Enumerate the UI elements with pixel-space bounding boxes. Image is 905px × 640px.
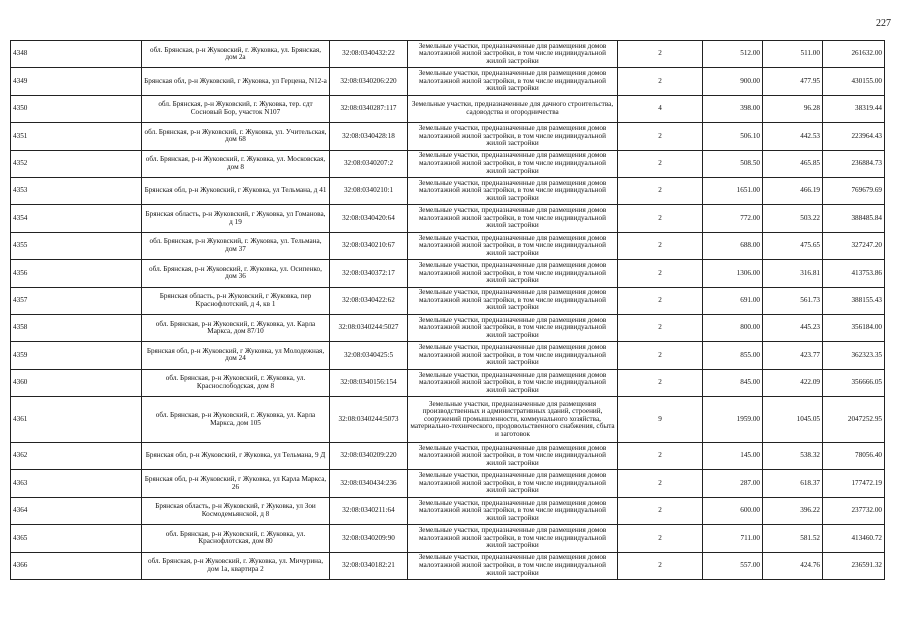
area-cell: 688.00 — [703, 232, 763, 259]
address-cell: Брянская область, р-н Жуковский, г Жуковка, ул Гоманова, д 19 — [142, 205, 330, 232]
table-row — [11, 470, 885, 497]
use-group-cell: 2 — [618, 232, 703, 259]
land-use-cell: Земельные участки, предназначенные для размещения домов малоэтажной жилой застройки, в том числе индивидуальной жилой застройки — [408, 369, 618, 396]
cadastral-number-cell: 32:08:0340372:17 — [330, 260, 408, 287]
table-row — [11, 397, 885, 443]
specific-value-cell: 538.32 — [763, 443, 823, 470]
table-row — [11, 260, 885, 287]
cadastral-value-cell: 356666.05 — [823, 369, 885, 396]
use-group-cell: 2 — [618, 41, 703, 68]
specific-value-cell: 423.77 — [763, 342, 823, 369]
table-row — [11, 369, 885, 396]
land-use-cell: Земельные участки, предназначенные для размещения домов малоэтажной жилой застройки, в том числе индивидуальной жилой застройки — [408, 150, 618, 177]
table-row — [11, 123, 885, 150]
specific-value-cell: 477.95 — [763, 68, 823, 95]
row-number-cell: 4348 — [11, 41, 142, 68]
address-cell: Брянская обл, р-н Жуковский, г Жуковка, ул Герцена, N12-а — [142, 68, 330, 95]
land-use-cell: Земельные участки, предназначенные для размещения домов малоэтажной жилой застройки, в том числе индивидуальной жилой застройки — [408, 68, 618, 95]
cadastral-value-cell: 327247.20 — [823, 232, 885, 259]
area-cell: 772.00 — [703, 205, 763, 232]
specific-value-cell: 511.00 — [763, 41, 823, 68]
area-cell: 800.00 — [703, 314, 763, 341]
use-group-cell: 2 — [618, 342, 703, 369]
cadastral-number-cell: 32:08:0340420:64 — [330, 205, 408, 232]
page-number: 227 — [876, 18, 891, 29]
use-group-cell: 2 — [618, 470, 703, 497]
cadastral-number-cell: 32:08:0340207:2 — [330, 150, 408, 177]
land-use-cell: Земельные участки, предназначенные для размещения домов малоэтажной жилой застройки, в том числе индивидуальной жилой застройки — [408, 41, 618, 68]
cadastral-value-cell: 177472.19 — [823, 470, 885, 497]
land-use-cell: Земельные участки, предназначенные для размещения домов малоэтажной жилой застройки, в том числе индивидуальной жилой застройки — [408, 552, 618, 579]
area-cell: 508.50 — [703, 150, 763, 177]
cadastral-number-cell: 32:08:0340244:5073 — [330, 397, 408, 443]
cadastral-number-cell: 32:08:0340434:236 — [330, 470, 408, 497]
address-cell: Брянская область, р-н Жуковский, г Жуковка, пер Краснофлотский, д 4, кв 1 — [142, 287, 330, 314]
specific-value-cell: 442.53 — [763, 123, 823, 150]
address-cell: Брянская обл, р-н Жуковский, г Жуковка, ул Молодежная, дом 24 — [142, 342, 330, 369]
cadastral-value-cell: 38319.44 — [823, 95, 885, 122]
cadastral-number-cell: 32:08:0340182:21 — [330, 552, 408, 579]
cadastral-value-cell: 237732.00 — [823, 497, 885, 524]
cadastral-value-cell: 236884.73 — [823, 150, 885, 177]
address-cell: обл. Брянская, р-н Жуковский, г. Жуковка, ул. Учительская, дом 68 — [142, 123, 330, 150]
land-use-cell: Земельные участки, предназначенные для размещения домов малоэтажной жилой застройки, в том числе индивидуальной жилой застройки — [408, 205, 618, 232]
address-cell: Брянская область, р-н Жуковский, г Жуковка, ул Зои Космодемьянской, д 8 — [142, 497, 330, 524]
specific-value-cell: 581.52 — [763, 525, 823, 552]
cadastral-value-cell: 236591.32 — [823, 552, 885, 579]
land-use-cell: Земельные участки, предназначенные для размещения домов малоэтажной жилой застройки, в том числе индивидуальной жилой застройки — [408, 314, 618, 341]
use-group-cell: 2 — [618, 443, 703, 470]
land-use-cell: Земельные участки, предназначенные для размещения домов малоэтажной жилой застройки, в том числе индивидуальной жилой застройки — [408, 497, 618, 524]
address-cell: Брянская обл, р-н Жуковский, г Жуковка, ул Тельмана, д 41 — [142, 177, 330, 204]
cadastral-value-cell: 388155.43 — [823, 287, 885, 314]
row-number-cell: 4356 — [11, 260, 142, 287]
cadastral-value-cell: 430155.00 — [823, 68, 885, 95]
specific-value-cell: 424.76 — [763, 552, 823, 579]
row-number-cell: 4362 — [11, 443, 142, 470]
row-number-cell: 4357 — [11, 287, 142, 314]
area-cell: 711.00 — [703, 525, 763, 552]
cadastral-value-cell: 769679.69 — [823, 177, 885, 204]
specific-value-cell: 445.23 — [763, 314, 823, 341]
use-group-cell: 2 — [618, 369, 703, 396]
use-group-cell: 2 — [618, 123, 703, 150]
land-use-cell: Земельные участки, предназначенные для размещения производственных и административных зданий, строений, сооружений промышленности, коммунального хозяйства, материально-технического, продовольственного снабжения, сбыта и заготовок — [408, 397, 618, 443]
row-number-cell: 4354 — [11, 205, 142, 232]
specific-value-cell: 618.37 — [763, 470, 823, 497]
cadastral-number-cell: 32:08:0340209:220 — [330, 443, 408, 470]
land-use-cell: Земельные участки, предназначенные для размещения домов малоэтажной жилой застройки, в том числе индивидуальной жилой застройки — [408, 232, 618, 259]
cadastral-value-cell: 413460.72 — [823, 525, 885, 552]
cadastral-number-cell: 32:08:0340206:220 — [330, 68, 408, 95]
land-use-cell: Земельные участки, предназначенные для размещения домов малоэтажной жилой застройки, в том числе индивидуальной жилой застройки — [408, 260, 618, 287]
row-number-cell: 4352 — [11, 150, 142, 177]
row-number-cell: 4349 — [11, 68, 142, 95]
cadastral-number-cell: 32:08:0340244:5027 — [330, 314, 408, 341]
land-use-cell: Земельные участки, предназначенные для размещения домов малоэтажной жилой застройки, в том числе индивидуальной жилой застройки — [408, 287, 618, 314]
use-group-cell: 2 — [618, 260, 703, 287]
use-group-cell: 2 — [618, 287, 703, 314]
cadastral-number-cell: 32:08:0340422:62 — [330, 287, 408, 314]
row-number-cell: 4361 — [11, 397, 142, 443]
address-cell: Брянская обл, р-н Жуковский, г Жуковка, ул Тельмана, 9 Д — [142, 443, 330, 470]
cadastral-number-cell: 32:08:0340428:18 — [330, 123, 408, 150]
address-cell: обл. Брянская, р-н Жуковский, г. Жуковка, ул. Мичурина, дом 1а, квартира 2 — [142, 552, 330, 579]
table-row — [11, 314, 885, 341]
address-cell: обл. Брянская, р-н Жуковский, г. Жуковка, ул. Осипенко, дом 36 — [142, 260, 330, 287]
table-row — [11, 68, 885, 95]
table-row — [11, 342, 885, 369]
cadastral-number-cell: 32:08:0340287:117 — [330, 95, 408, 122]
address-cell: обл. Брянская, р-н Жуковский, г. Жуковка, ул. Карла Маркса, дом 87/10 — [142, 314, 330, 341]
specific-value-cell: 422.09 — [763, 369, 823, 396]
table-row — [11, 232, 885, 259]
cadastral-number-cell: 32:08:0340432:22 — [330, 41, 408, 68]
table-row — [11, 150, 885, 177]
row-number-cell: 4364 — [11, 497, 142, 524]
address-cell: обл. Брянская, р-н Жуковский, г. Жуковка, ул. Карла Маркса, дом 105 — [142, 397, 330, 443]
area-cell: 512.00 — [703, 41, 763, 68]
use-group-cell: 2 — [618, 177, 703, 204]
cadastral-number-cell: 32:08:0340425:5 — [330, 342, 408, 369]
table-row — [11, 41, 885, 68]
use-group-cell: 2 — [618, 205, 703, 232]
cadastral-value-cell: 2047252.95 — [823, 397, 885, 443]
table-row — [11, 95, 885, 122]
area-cell: 691.00 — [703, 287, 763, 314]
address-cell: обл. Брянская, р-н Жуковский, г. Жуковка, ул. Московская, дом 8 — [142, 150, 330, 177]
use-group-cell: 4 — [618, 95, 703, 122]
address-cell: обл. Брянская, р-н Жуковский, г. Жуковка, ул. Краснослободская, дом 8 — [142, 369, 330, 396]
area-cell: 900.00 — [703, 68, 763, 95]
address-cell: обл. Брянская, р-н Жуковский, г. Жуковка, ул. Тельмана, дом 37 — [142, 232, 330, 259]
specific-value-cell: 475.65 — [763, 232, 823, 259]
use-group-cell: 2 — [618, 68, 703, 95]
address-cell: обл. Брянская, р-н Жуковский, г. Жуковка, ул. Краснофлотская, дом 80 — [142, 525, 330, 552]
cadastral-value-cell: 413753.86 — [823, 260, 885, 287]
table-row — [11, 552, 885, 579]
specific-value-cell: 96.28 — [763, 95, 823, 122]
area-cell: 1651.00 — [703, 177, 763, 204]
address-cell: обл. Брянская, р-н Жуковский, г. Жуковка, ул. Брянская, дом 2а — [142, 41, 330, 68]
row-number-cell: 4358 — [11, 314, 142, 341]
table-row — [11, 443, 885, 470]
table-row — [11, 177, 885, 204]
cadastral-value-cell: 388485.84 — [823, 205, 885, 232]
use-group-cell: 2 — [618, 150, 703, 177]
cadastral-value-cell: 356184.00 — [823, 314, 885, 341]
land-use-cell: Земельные участки, предназначенные для размещения домов малоэтажной жилой застройки, в том числе индивидуальной жилой застройки — [408, 443, 618, 470]
area-cell: 845.00 — [703, 369, 763, 396]
cadastral-number-cell: 32:08:0340156:154 — [330, 369, 408, 396]
table-row — [11, 497, 885, 524]
area-cell: 557.00 — [703, 552, 763, 579]
use-group-cell: 2 — [618, 525, 703, 552]
table-row — [11, 287, 885, 314]
address-cell: Брянская обл, р-н Жуковский, г Жуковка, ул Карла Маркса, 26 — [142, 470, 330, 497]
row-number-cell: 4353 — [11, 177, 142, 204]
row-number-cell: 4366 — [11, 552, 142, 579]
row-number-cell: 4365 — [11, 525, 142, 552]
cadastral-number-cell: 32:08:0340210:1 — [330, 177, 408, 204]
cadastral-value-cell: 261632.00 — [823, 41, 885, 68]
cadastral-value-cell: 223964.43 — [823, 123, 885, 150]
address-cell: обл. Брянская, р-н Жуковский, г. Жуковка, тер. сдт Сосновый Бор, участок N107 — [142, 95, 330, 122]
land-registry-table — [10, 40, 885, 580]
specific-value-cell: 561.73 — [763, 287, 823, 314]
use-group-cell: 2 — [618, 552, 703, 579]
land-use-cell: Земельные участки, предназначенные для размещения домов малоэтажной жилой застройки, в том числе индивидуальной жилой застройки — [408, 342, 618, 369]
table-body — [11, 41, 885, 580]
area-cell: 506.10 — [703, 123, 763, 150]
area-cell: 1306.00 — [703, 260, 763, 287]
use-group-cell: 9 — [618, 397, 703, 443]
row-number-cell: 4359 — [11, 342, 142, 369]
specific-value-cell: 1045.05 — [763, 397, 823, 443]
row-number-cell: 4351 — [11, 123, 142, 150]
row-number-cell: 4360 — [11, 369, 142, 396]
use-group-cell: 2 — [618, 314, 703, 341]
cadastral-value-cell: 78056.40 — [823, 443, 885, 470]
specific-value-cell: 466.19 — [763, 177, 823, 204]
specific-value-cell: 465.85 — [763, 150, 823, 177]
area-cell: 600.00 — [703, 497, 763, 524]
area-cell: 855.00 — [703, 342, 763, 369]
table-row — [11, 525, 885, 552]
area-cell: 398.00 — [703, 95, 763, 122]
table-row — [11, 205, 885, 232]
row-number-cell: 4355 — [11, 232, 142, 259]
area-cell: 287.00 — [703, 470, 763, 497]
row-number-cell: 4350 — [11, 95, 142, 122]
land-use-cell: Земельные участки, предназначенные для размещения домов малоэтажной жилой застройки, в том числе индивидуальной жилой застройки — [408, 525, 618, 552]
land-use-cell: Земельные участки, предназначенные для размещения домов малоэтажной жилой застройки, в том числе индивидуальной жилой застройки — [408, 177, 618, 204]
row-number-cell: 4363 — [11, 470, 142, 497]
cadastral-number-cell: 32:08:0340211:64 — [330, 497, 408, 524]
area-cell: 145.00 — [703, 443, 763, 470]
land-use-cell: Земельные участки, предназначенные для размещения домов малоэтажной жилой застройки, в том числе индивидуальной жилой застройки — [408, 470, 618, 497]
cadastral-value-cell: 362323.35 — [823, 342, 885, 369]
cadastral-number-cell: 32:08:0340209:90 — [330, 525, 408, 552]
use-group-cell: 2 — [618, 497, 703, 524]
specific-value-cell: 396.22 — [763, 497, 823, 524]
specific-value-cell: 316.81 — [763, 260, 823, 287]
land-use-cell: Земельные участки, предназначенные для дачного строительства, садоводства и огородничества — [408, 95, 618, 122]
land-use-cell: Земельные участки, предназначенные для размещения домов малоэтажной жилой застройки, в том числе индивидуальной жилой застройки — [408, 123, 618, 150]
cadastral-number-cell: 32:08:0340210:67 — [330, 232, 408, 259]
specific-value-cell: 503.22 — [763, 205, 823, 232]
area-cell: 1959.00 — [703, 397, 763, 443]
